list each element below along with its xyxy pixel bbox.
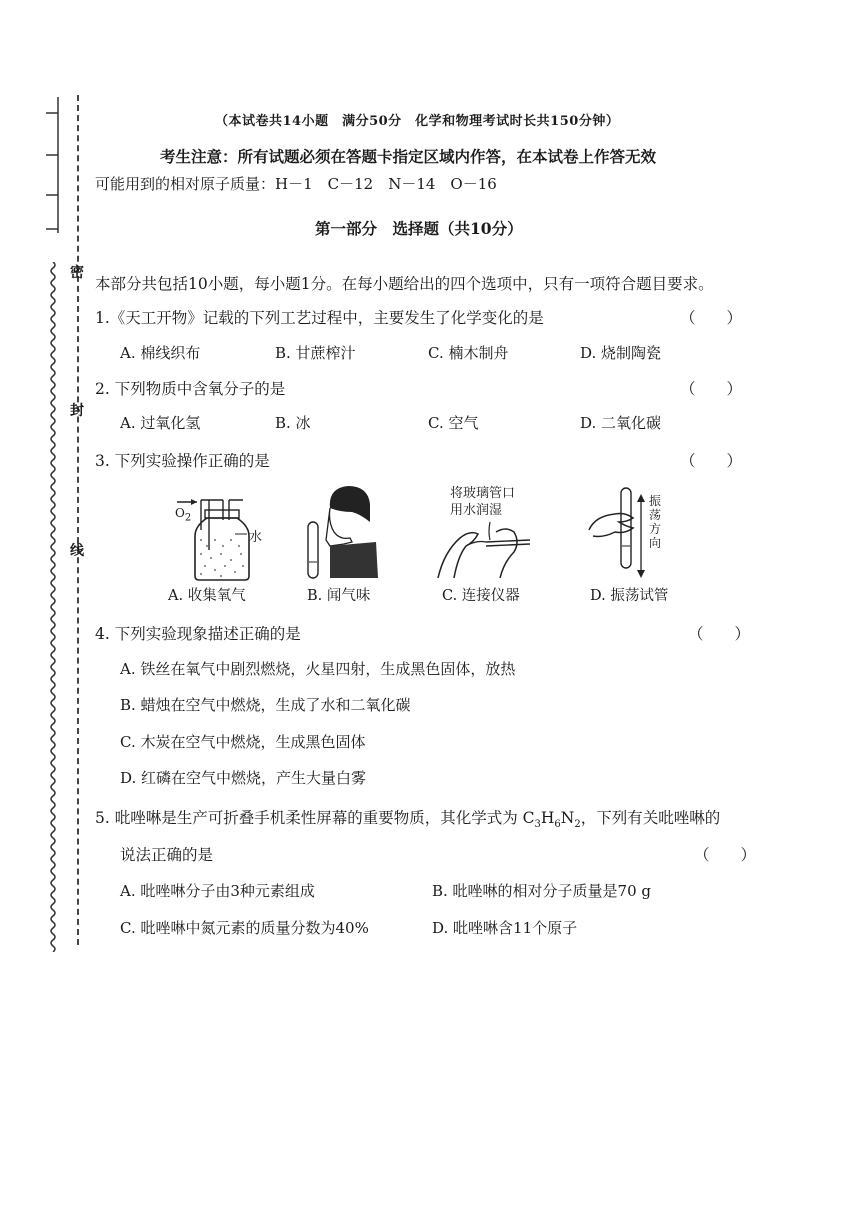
question-5-option-c: C. 吡唑啉中氮元素的质量分数为40% [120, 919, 369, 937]
question-1-option-b: B. 甘蔗榨汁 [275, 344, 356, 362]
hands-tube-illustration [430, 512, 540, 582]
question-5-option-b: B. 吡唑啉的相对分子质量是70 g [432, 882, 652, 900]
question-4-stem: 4. 下列实验现象描述正确的是 [95, 625, 301, 643]
binding-char-feng: 封 [70, 403, 84, 419]
figure-d-caption: D. 振荡试管 [590, 588, 669, 604]
figure-b-smelling [300, 482, 380, 582]
question-3-answer-paren: （ ） [680, 452, 743, 470]
figure-d-shaking [585, 486, 685, 582]
question-1-stem: 1.《天工开物》记载的下列工艺过程中，主要发生了化学变化的是 [95, 309, 544, 327]
question-5-stem: 5. 吡唑啉是生产可折叠手机柔性屏幕的重要物质，其化学式为 $C_3H_6N_2$，下列有关吡唑啉的 [95, 809, 721, 831]
figure-c-caption: C. 连接仪器 [442, 588, 520, 604]
question-2-option-a: A. 过氧化氢 [120, 414, 201, 432]
shake-direction-label: 振 荡 方 向 [649, 494, 662, 550]
question-2-option-d: D. 二氧化碳 [580, 414, 662, 432]
atomic-masses: 可能用到的相对原子质量：H－1 C－12 N－14 O－16 [95, 175, 497, 193]
figure-a-gas-collection [165, 490, 275, 582]
question-1-answer-paren: （ ） [680, 309, 743, 327]
question-2-option-b: B. 冰 [275, 414, 311, 432]
exam-notice: 考生注意：所有试题必须在答题卡指定区域内作答，在本试卷上作答无效 [160, 147, 657, 166]
question-1-option-d: D. 烧制陶瓷 [580, 344, 662, 362]
binding-char-xian: 线 [70, 543, 84, 559]
figure-c-note-line1: 将玻璃管口 [450, 486, 516, 501]
question-5-answer-paren: （ ） [694, 846, 757, 864]
question-4-option-b: B. 蜡烛在空气中燃烧，生成了水和二氧化碳 [120, 696, 411, 714]
question-2-answer-paren: （ ） [680, 380, 743, 398]
section-instruction: 本部分共包括10小题，每小题1分。在每小题给出的四个选项中，只有一项符合题目要求。 [95, 275, 714, 293]
binding-char-mi: 密 [70, 265, 84, 281]
binding-dashed-line [77, 95, 79, 945]
question-1-option-c: C. 楠木制舟 [428, 344, 509, 362]
question-1-option-a: A. 棉线织布 [120, 344, 201, 362]
question-4-option-a: A. 铁丝在氧气中剧烈燃烧，火星四射，生成黑色固体，放热 [120, 660, 516, 678]
o2-label: $O_2$ [175, 506, 192, 524]
seal-wavy-line [49, 262, 57, 952]
question-2-stem: 2. 下列物质中含氧分子的是 [95, 380, 286, 398]
person-smelling-illustration [300, 482, 380, 582]
figure-a-caption: A. 收集氧气 [168, 588, 246, 604]
question-5-stem-line2: 说法正确的是 [120, 846, 214, 864]
question-2-option-c: C. 空气 [428, 414, 479, 432]
figure-b-caption: B. 闻气味 [307, 588, 371, 604]
section-title: 第一部分 选择题（共10分） [315, 219, 523, 238]
question-4-option-d: D. 红磷在空气中燃烧，产生大量白雾 [120, 769, 367, 787]
hand-test-tube-illustration [585, 486, 685, 582]
figure-c-note-line2: 用水润湿 [450, 503, 503, 518]
question-4-answer-paren: （ ） [688, 625, 751, 643]
question-3-stem: 3. 下列实验操作正确的是 [95, 452, 270, 470]
question-5-option-a: A. 吡唑啉分子由3种元素组成 [120, 882, 315, 900]
question-5-option-d: D. 吡唑啉含11个原子 [432, 919, 578, 937]
figure-c-connecting [430, 512, 540, 582]
water-label: 水 [249, 530, 263, 545]
exam-info: （本试卷共14小题 满分50分 化学和物理考试时长共150分钟） [215, 114, 620, 129]
question-4-option-c: C. 木炭在空气中燃烧，生成黑色固体 [120, 733, 366, 751]
margin-edge-marks [40, 95, 64, 235]
